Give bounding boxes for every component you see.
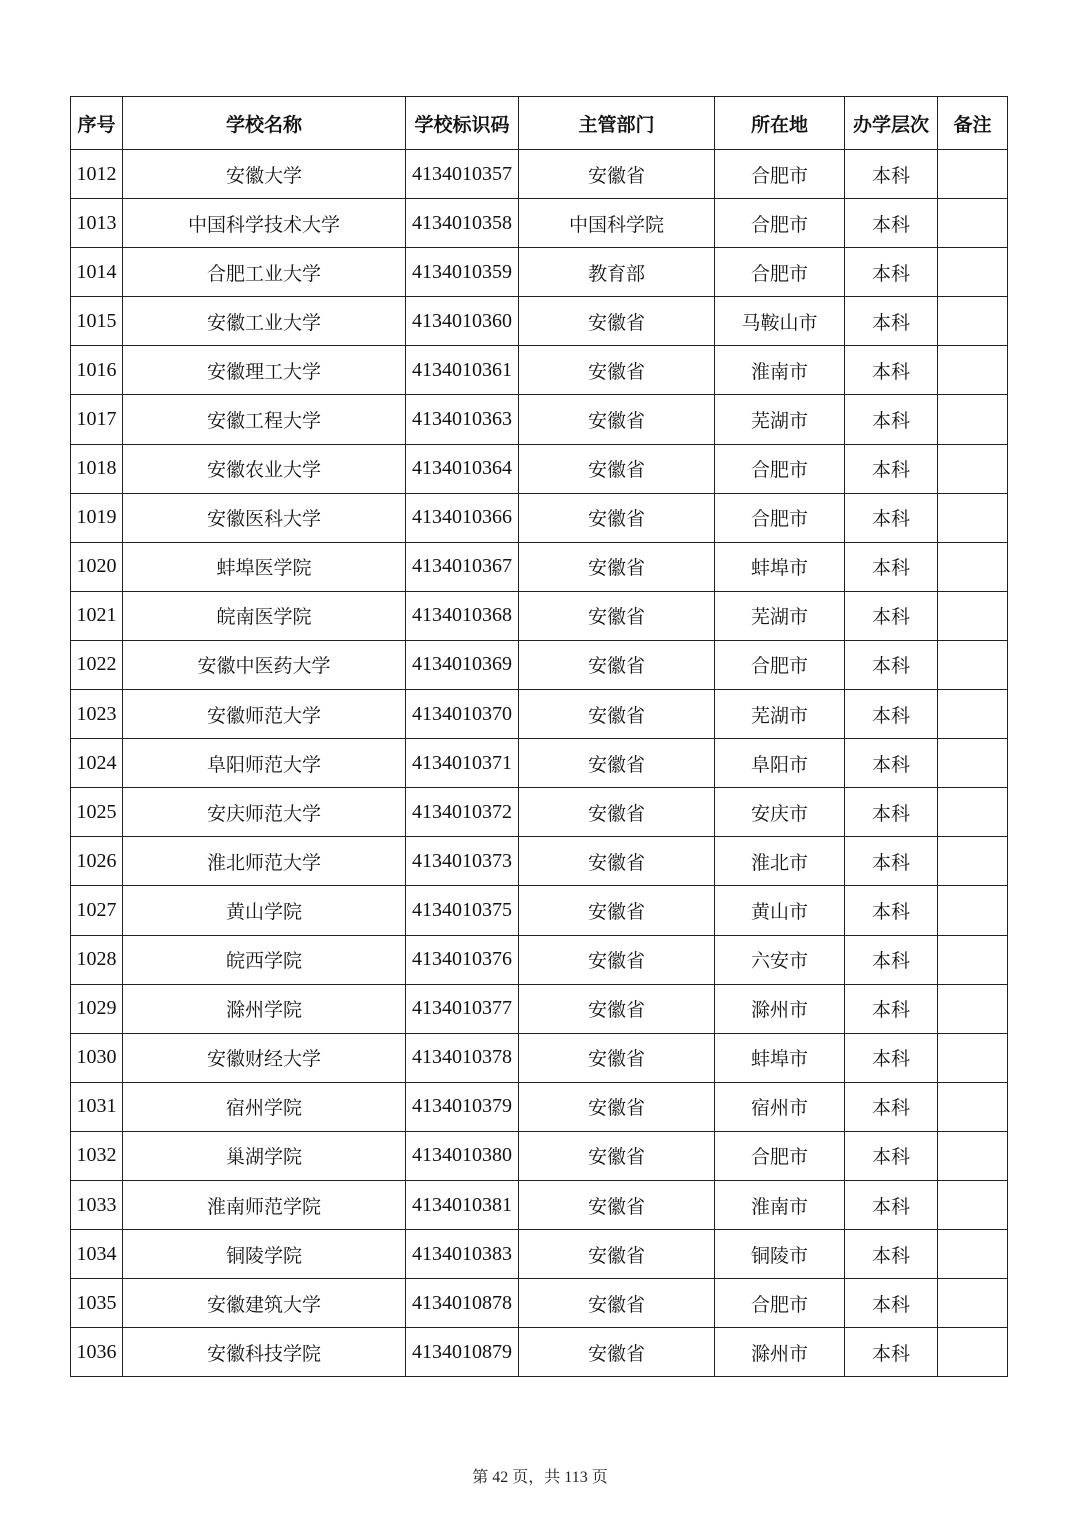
cell-department: 安徽省: [519, 1328, 715, 1377]
cell-level: 本科: [845, 444, 938, 493]
cell-remark: [938, 297, 1008, 346]
table-row: [71, 788, 1008, 837]
cell-school-code: 4134010370: [406, 690, 519, 739]
cell-school-code: 4134010376: [406, 935, 519, 984]
cell-school-code: 4134010372: [406, 788, 519, 837]
cell-seq: 1016: [71, 346, 123, 395]
cell-school-code: 4134010878: [406, 1279, 519, 1328]
cell-seq: 1028: [71, 935, 123, 984]
cell-location: 淮南市: [715, 346, 845, 395]
cell-school-name: 淮北师范大学: [123, 837, 406, 886]
cell-department: 安徽省: [519, 837, 715, 886]
cell-seq: 1035: [71, 1279, 123, 1328]
cell-department: 安徽省: [519, 788, 715, 837]
cell-level: 本科: [845, 1033, 938, 1082]
cell-seq: 1015: [71, 297, 123, 346]
cell-school-name: 安徽农业大学: [123, 444, 406, 493]
cell-location: 合肥市: [715, 248, 845, 297]
cell-location: 铜陵市: [715, 1230, 845, 1279]
cell-location: 六安市: [715, 935, 845, 984]
cell-location: 合肥市: [715, 1279, 845, 1328]
cell-school-code: 4134010361: [406, 346, 519, 395]
table-row: [71, 493, 1008, 542]
cell-school-code: 4134010364: [406, 444, 519, 493]
cell-level: 本科: [845, 1180, 938, 1229]
cell-level: 本科: [845, 1082, 938, 1131]
cell-seq: 1024: [71, 739, 123, 788]
cell-school-name: 安徽医科大学: [123, 493, 406, 542]
cell-level: 本科: [845, 788, 938, 837]
cell-level: 本科: [845, 690, 938, 739]
cell-remark: [938, 395, 1008, 444]
cell-school-name: 安徽科技学院: [123, 1328, 406, 1377]
cell-department: 安徽省: [519, 591, 715, 640]
cell-seq: 1027: [71, 886, 123, 935]
cell-seq: 1021: [71, 591, 123, 640]
cell-remark: [938, 199, 1008, 248]
page-footer: 第 42 页，共 113 页: [472, 1469, 608, 1486]
table-row: [71, 984, 1008, 1033]
cell-level: 本科: [845, 1328, 938, 1377]
cell-level: 本科: [845, 1279, 938, 1328]
cell-seq: 1014: [71, 248, 123, 297]
cell-remark: [938, 444, 1008, 493]
cell-school-name: 安徽工程大学: [123, 395, 406, 444]
cell-seq: 1031: [71, 1082, 123, 1131]
cell-seq: 1026: [71, 837, 123, 886]
cell-level: 本科: [845, 248, 938, 297]
cell-school-name: 皖西学院: [123, 935, 406, 984]
header-row: [71, 97, 1008, 150]
cell-level: 本科: [845, 1131, 938, 1180]
cell-location: 马鞍山市: [715, 297, 845, 346]
cell-department: 安徽省: [519, 1131, 715, 1180]
cell-location: 芜湖市: [715, 395, 845, 444]
cell-seq: 1020: [71, 542, 123, 591]
cell-school-code: 4134010381: [406, 1180, 519, 1229]
cell-school-code: 4134010359: [406, 248, 519, 297]
cell-department: 安徽省: [519, 1279, 715, 1328]
cell-remark: [938, 150, 1008, 199]
cell-school-name: 安徽中医药大学: [123, 640, 406, 689]
cell-school-name: 安徽工业大学: [123, 297, 406, 346]
cell-seq: 1032: [71, 1131, 123, 1180]
cell-location: 合肥市: [715, 199, 845, 248]
table-row: [71, 1279, 1008, 1328]
table-row: [71, 1328, 1008, 1377]
cell-department: 安徽省: [519, 297, 715, 346]
cell-department: 安徽省: [519, 690, 715, 739]
cell-school-name: 安庆师范大学: [123, 788, 406, 837]
cell-remark: [938, 1033, 1008, 1082]
table-row: [71, 542, 1008, 591]
cell-school-name: 巢湖学院: [123, 1131, 406, 1180]
table-row: [71, 346, 1008, 395]
cell-department: 安徽省: [519, 935, 715, 984]
table-row: [71, 591, 1008, 640]
cell-department: 安徽省: [519, 493, 715, 542]
cell-location: 淮南市: [715, 1180, 845, 1229]
cell-seq: 1036: [71, 1328, 123, 1377]
table-row: [71, 837, 1008, 886]
cell-department: 安徽省: [519, 886, 715, 935]
cell-level: 本科: [845, 297, 938, 346]
cell-remark: [938, 248, 1008, 297]
header-dept: 主管部门: [519, 97, 715, 150]
cell-school-name: 宿州学院: [123, 1082, 406, 1131]
cell-seq: 1019: [71, 493, 123, 542]
table-row: [71, 1131, 1008, 1180]
cell-school-code: 4134010371: [406, 739, 519, 788]
cell-department: 安徽省: [519, 1082, 715, 1131]
cell-school-name: 安徽理工大学: [123, 346, 406, 395]
cell-department: 安徽省: [519, 150, 715, 199]
cell-level: 本科: [845, 199, 938, 248]
cell-school-name: 淮南师范学院: [123, 1180, 406, 1229]
cell-level: 本科: [845, 150, 938, 199]
cell-seq: 1034: [71, 1230, 123, 1279]
cell-location: 合肥市: [715, 1131, 845, 1180]
cell-school-name: 皖南医学院: [123, 591, 406, 640]
header-location: 所在地: [715, 97, 845, 150]
cell-location: 芜湖市: [715, 690, 845, 739]
cell-remark: [938, 1131, 1008, 1180]
cell-location: 蚌埠市: [715, 1033, 845, 1082]
cell-remark: [938, 1180, 1008, 1229]
table-row: [71, 935, 1008, 984]
cell-school-name: 安徽建筑大学: [123, 1279, 406, 1328]
cell-level: 本科: [845, 395, 938, 444]
table-row: [71, 640, 1008, 689]
cell-school-code: 4134010366: [406, 493, 519, 542]
schools-table: [70, 96, 1008, 1377]
cell-school-code: 4134010360: [406, 297, 519, 346]
cell-department: 教育部: [519, 248, 715, 297]
cell-school-name: 安徽财经大学: [123, 1033, 406, 1082]
cell-remark: [938, 1279, 1008, 1328]
cell-remark: [938, 886, 1008, 935]
table-row: [71, 1180, 1008, 1229]
cell-location: 合肥市: [715, 493, 845, 542]
cell-department: 安徽省: [519, 739, 715, 788]
cell-remark: [938, 788, 1008, 837]
cell-remark: [938, 591, 1008, 640]
cell-school-code: 4134010879: [406, 1328, 519, 1377]
cell-level: 本科: [845, 346, 938, 395]
header-name: 学校名称: [123, 97, 406, 150]
header-level: 办学层次: [845, 97, 938, 150]
cell-school-code: 4134010369: [406, 640, 519, 689]
cell-location: 蚌埠市: [715, 542, 845, 591]
table-row: [71, 395, 1008, 444]
cell-seq: 1029: [71, 984, 123, 1033]
cell-remark: [938, 640, 1008, 689]
table-header: [71, 97, 1008, 150]
cell-location: 黄山市: [715, 886, 845, 935]
cell-school-name: 中国科学技术大学: [123, 199, 406, 248]
cell-school-code: 4134010383: [406, 1230, 519, 1279]
cell-school-code: 4134010378: [406, 1033, 519, 1082]
cell-school-code: 4134010363: [406, 395, 519, 444]
cell-seq: 1013: [71, 199, 123, 248]
header-code: 学校标识码: [406, 97, 519, 150]
cell-location: 淮北市: [715, 837, 845, 886]
cell-level: 本科: [845, 739, 938, 788]
cell-school-name: 铜陵学院: [123, 1230, 406, 1279]
table-row: [71, 739, 1008, 788]
cell-level: 本科: [845, 837, 938, 886]
cell-department: 安徽省: [519, 542, 715, 591]
cell-seq: 1025: [71, 788, 123, 837]
cell-level: 本科: [845, 591, 938, 640]
cell-remark: [938, 493, 1008, 542]
table-row: [71, 886, 1008, 935]
cell-school-name: 滁州学院: [123, 984, 406, 1033]
cell-school-code: 4134010380: [406, 1131, 519, 1180]
cell-seq: 1022: [71, 640, 123, 689]
cell-remark: [938, 346, 1008, 395]
cell-level: 本科: [845, 640, 938, 689]
cell-seq: 1012: [71, 150, 123, 199]
cell-remark: [938, 935, 1008, 984]
cell-seq: 1017: [71, 395, 123, 444]
table-row: [71, 444, 1008, 493]
table-row: [71, 297, 1008, 346]
cell-school-code: 4134010379: [406, 1082, 519, 1131]
header-remark: 备注: [938, 97, 1008, 150]
cell-remark: [938, 739, 1008, 788]
cell-remark: [938, 1082, 1008, 1131]
cell-location: 滁州市: [715, 984, 845, 1033]
cell-level: 本科: [845, 984, 938, 1033]
cell-department: 中国科学院: [519, 199, 715, 248]
cell-location: 芜湖市: [715, 591, 845, 640]
table-row: [71, 199, 1008, 248]
cell-department: 安徽省: [519, 640, 715, 689]
cell-location: 滁州市: [715, 1328, 845, 1377]
cell-level: 本科: [845, 493, 938, 542]
table-row: [71, 690, 1008, 739]
cell-department: 安徽省: [519, 395, 715, 444]
cell-school-code: 4134010358: [406, 199, 519, 248]
cell-school-code: 4134010368: [406, 591, 519, 640]
cell-department: 安徽省: [519, 984, 715, 1033]
cell-remark: [938, 1328, 1008, 1377]
cell-department: 安徽省: [519, 1033, 715, 1082]
table-row: [71, 1230, 1008, 1279]
cell-school-name: 合肥工业大学: [123, 248, 406, 297]
cell-department: 安徽省: [519, 1180, 715, 1229]
table-body: [71, 150, 1008, 1377]
cell-location: 合肥市: [715, 640, 845, 689]
cell-location: 合肥市: [715, 150, 845, 199]
cell-school-name: 黄山学院: [123, 886, 406, 935]
cell-school-code: 4134010377: [406, 984, 519, 1033]
cell-level: 本科: [845, 542, 938, 591]
cell-level: 本科: [845, 886, 938, 935]
cell-remark: [938, 690, 1008, 739]
table-row: [71, 150, 1008, 199]
cell-school-code: 4134010375: [406, 886, 519, 935]
table-row: [71, 1033, 1008, 1082]
cell-remark: [938, 984, 1008, 1033]
cell-school-code: 4134010357: [406, 150, 519, 199]
cell-school-name: 阜阳师范大学: [123, 739, 406, 788]
cell-school-code: 4134010373: [406, 837, 519, 886]
cell-seq: 1030: [71, 1033, 123, 1082]
table-row: [71, 1082, 1008, 1131]
cell-remark: [938, 837, 1008, 886]
cell-location: 合肥市: [715, 444, 845, 493]
cell-department: 安徽省: [519, 1230, 715, 1279]
cell-level: 本科: [845, 1230, 938, 1279]
cell-remark: [938, 1230, 1008, 1279]
cell-seq: 1023: [71, 690, 123, 739]
cell-school-name: 安徽师范大学: [123, 690, 406, 739]
cell-school-name: 蚌埠医学院: [123, 542, 406, 591]
cell-department: 安徽省: [519, 444, 715, 493]
cell-seq: 1018: [71, 444, 123, 493]
cell-location: 安庆市: [715, 788, 845, 837]
cell-location: 宿州市: [715, 1082, 845, 1131]
table-row: [71, 248, 1008, 297]
cell-school-name: 安徽大学: [123, 150, 406, 199]
cell-school-code: 4134010367: [406, 542, 519, 591]
cell-remark: [938, 542, 1008, 591]
header-seq: 序号: [71, 97, 123, 150]
cell-department: 安徽省: [519, 346, 715, 395]
cell-seq: 1033: [71, 1180, 123, 1229]
cell-level: 本科: [845, 935, 938, 984]
cell-location: 阜阳市: [715, 739, 845, 788]
